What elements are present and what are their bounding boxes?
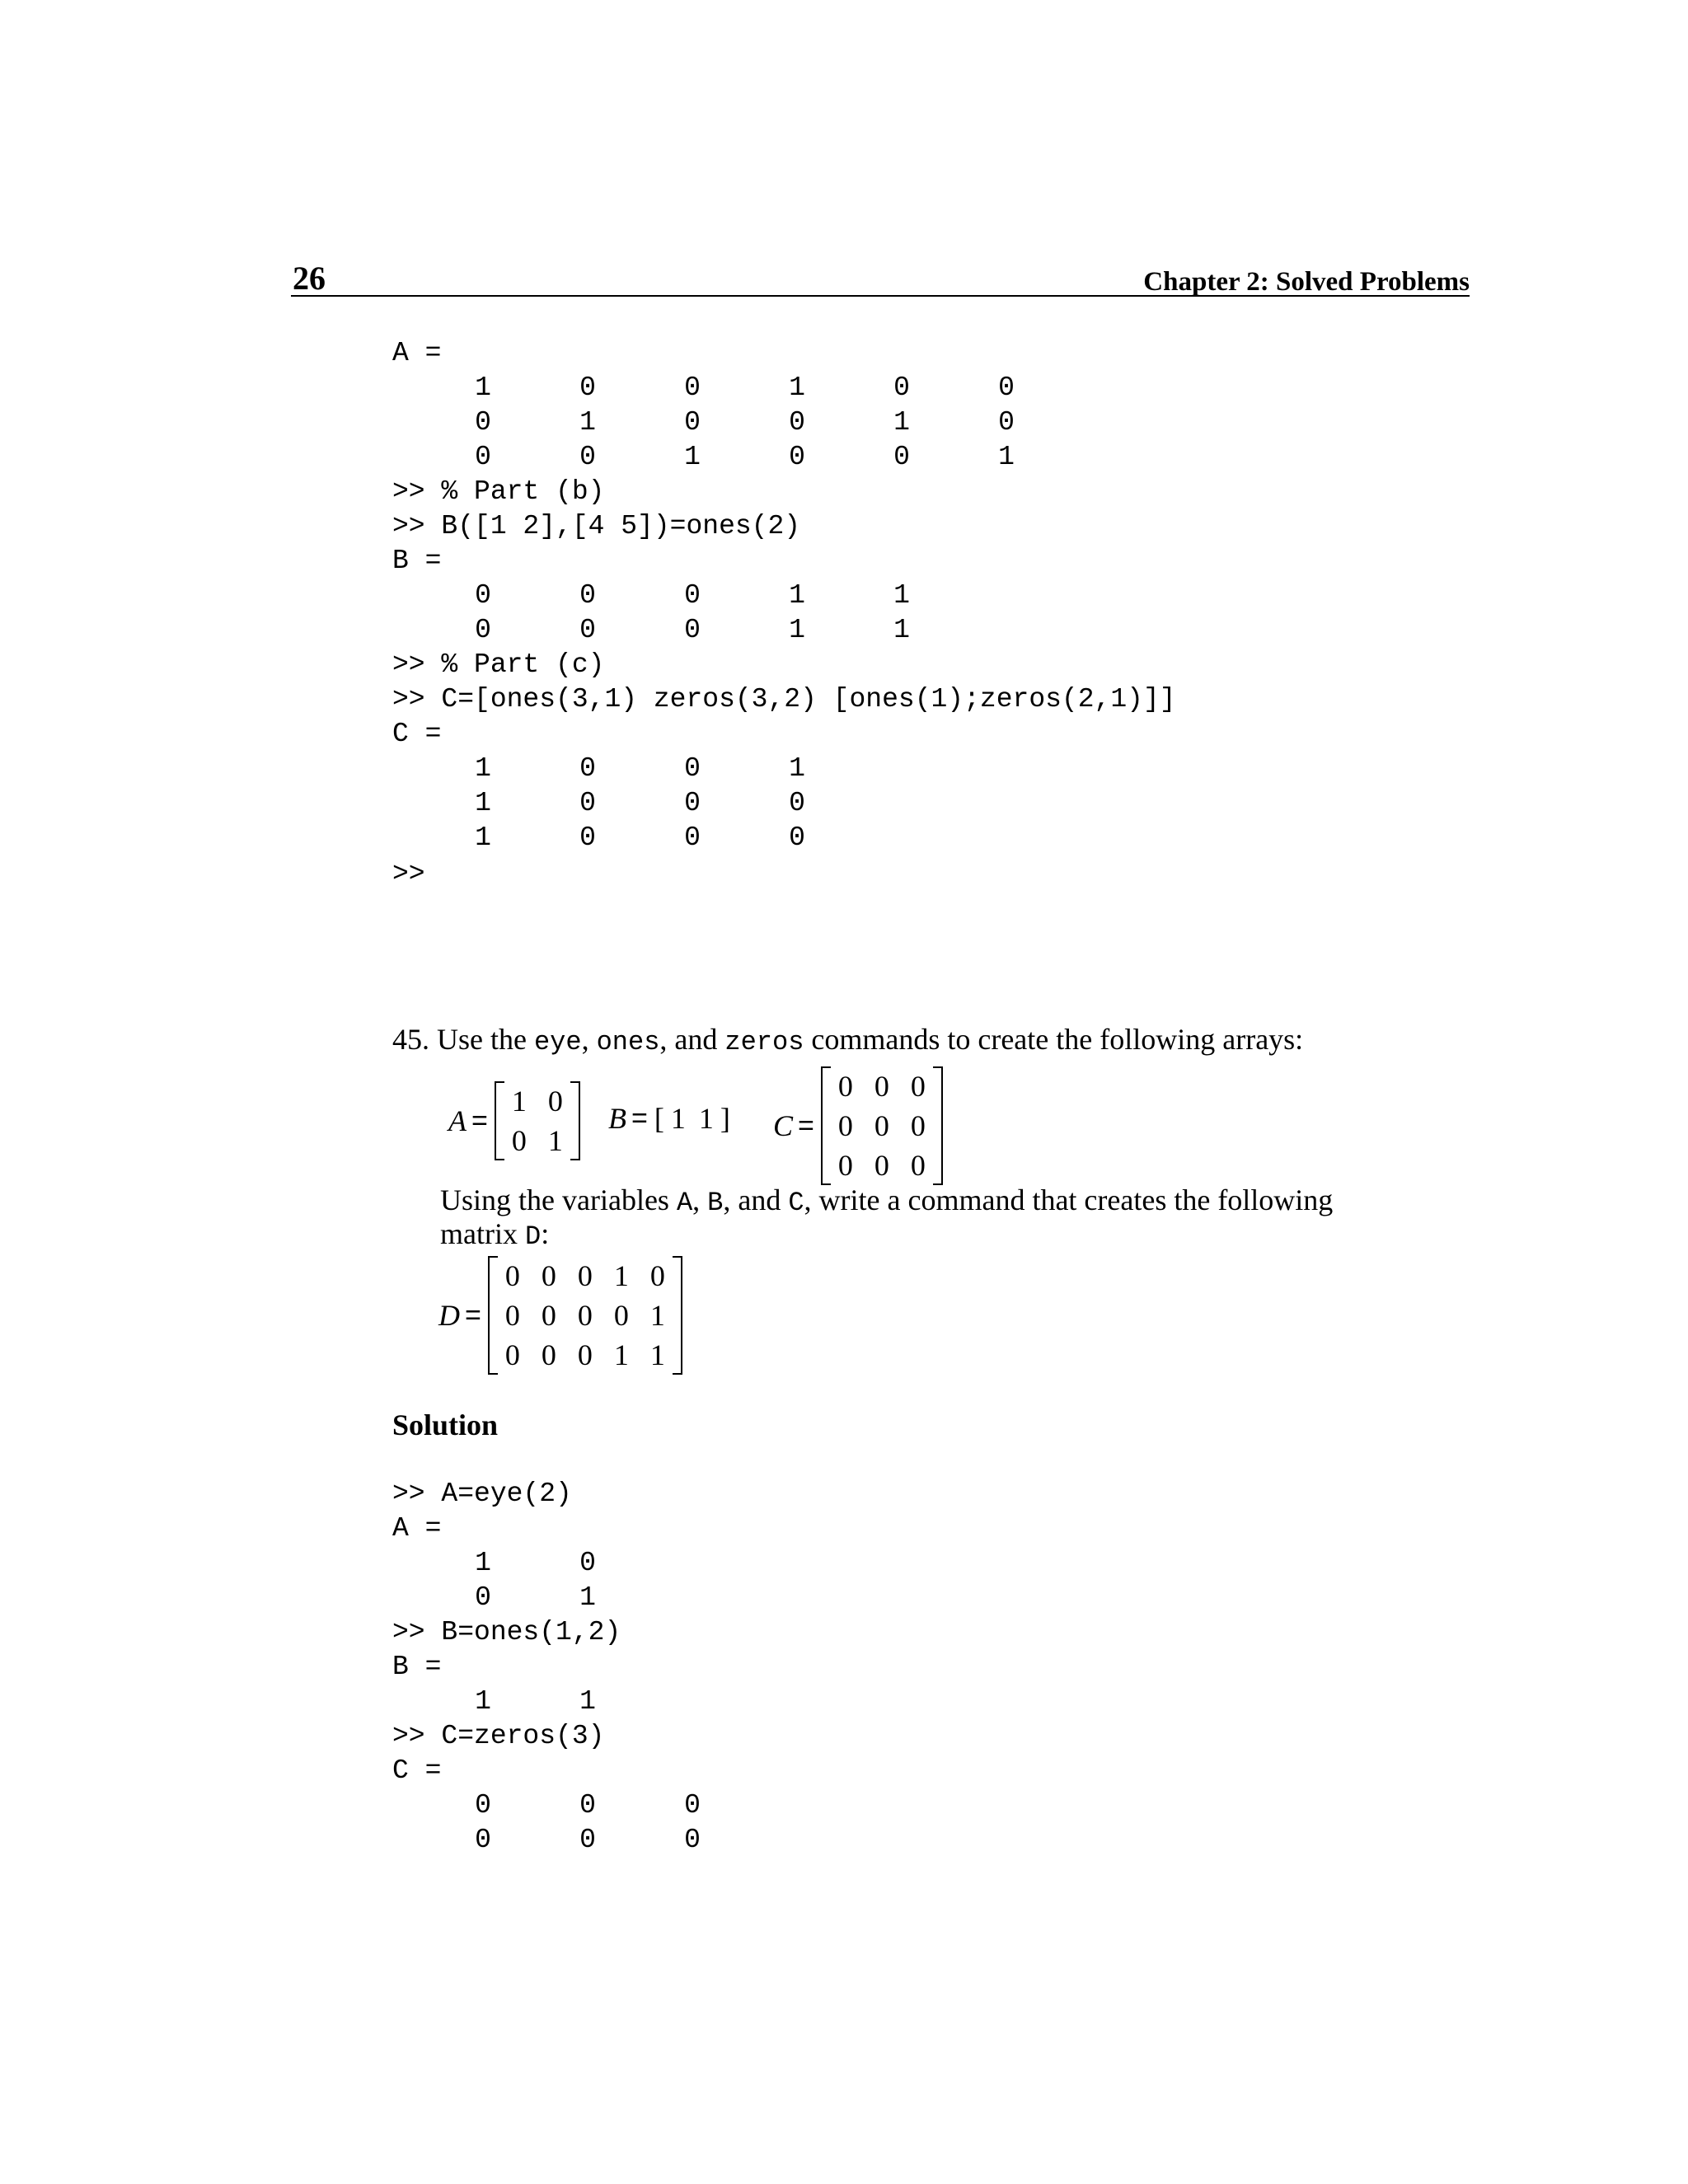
output-value: 0 — [579, 1548, 596, 1578]
matrix-cell: 0 — [837, 1070, 853, 1103]
sol-a-label: A = — [392, 1513, 442, 1544]
output-value: 1 — [684, 442, 701, 472]
output-value: 1 — [475, 788, 491, 818]
output-value: 0 — [475, 1582, 491, 1613]
matrix-cell: 0 — [910, 1070, 926, 1103]
output-value: 0 — [789, 407, 805, 438]
output-value: 1 — [789, 373, 805, 403]
a-label: A = — [392, 338, 442, 368]
eye-command: eye — [533, 1027, 582, 1057]
matrix-b-display: B = [ 1 1 ] — [608, 1102, 730, 1135]
output-value: 0 — [998, 373, 1015, 403]
output-value: 0 — [684, 615, 701, 645]
problem-number: 45. — [392, 1023, 429, 1056]
sol-b-label: B = — [392, 1652, 442, 1682]
output-value: 1 — [893, 580, 910, 611]
matrix-c — [821, 1066, 943, 1185]
output-value: 0 — [684, 1825, 701, 1855]
output-value: 0 — [684, 1790, 701, 1821]
matrix-cell: 0 — [541, 1299, 556, 1332]
output-value: 1 — [789, 615, 805, 645]
matrix-c-display: C = 0 0 0 0 0 0 0 0 0 — [773, 1066, 943, 1185]
zeros-command: zeros — [724, 1027, 804, 1057]
matrix-cell: 0 — [511, 1124, 527, 1157]
output-value: 1 — [579, 1582, 596, 1613]
matrix-cell: 0 — [541, 1338, 556, 1371]
sol-c-label: C = — [392, 1755, 442, 1786]
output-value: 1 — [475, 1548, 491, 1578]
c-command: >> C=[ones(3,1) zeros(3,2) [ones(1);zeros(2,1)]] — [392, 684, 1176, 715]
output-value: 0 — [684, 788, 701, 818]
sol-cmd-c: >> C=zeros(3) — [392, 1721, 605, 1751]
output-value: 0 — [998, 407, 1015, 438]
chapter-title: Chapter 2: Solved Problems — [1143, 267, 1470, 297]
output-value: 0 — [789, 442, 805, 472]
matrix-cell: 0 — [577, 1299, 593, 1332]
matrix-cell: 1 — [698, 1102, 714, 1135]
matrix-d — [488, 1256, 682, 1375]
matrix-cell: 0 — [541, 1259, 556, 1292]
solution-heading: Solution — [392, 1408, 499, 1441]
matrix-a — [495, 1081, 580, 1160]
matrix-cell: 0 — [874, 1070, 889, 1103]
output-value: 0 — [893, 373, 910, 403]
matrix-cell: 0 — [613, 1299, 629, 1332]
matrix-cell: 0 — [504, 1299, 520, 1332]
matrix-cell: 0 — [837, 1109, 853, 1142]
output-value: 0 — [579, 1825, 596, 1855]
matrix-cell: 0 — [504, 1338, 520, 1371]
part-b-comment: >> % Part (b) — [392, 476, 605, 507]
sol-cmd-b: >> B=ones(1,2) — [392, 1617, 621, 1647]
matrix-a-display: A = 1 0 0 1 — [448, 1081, 580, 1160]
matrix-cell: 0 — [910, 1109, 926, 1142]
output-value: 0 — [475, 580, 491, 611]
output-value: 1 — [893, 407, 910, 438]
b-command: >> B([1 2],[4 5])=ones(2) — [392, 511, 801, 541]
matrix-cell: 1 — [649, 1299, 665, 1332]
output-value: 0 — [579, 580, 596, 611]
output-value: 0 — [684, 823, 701, 853]
matrix-cell: 0 — [910, 1149, 926, 1182]
matrix-d-display: D = 0 0 0 1 0 0 0 0 0 1 0 0 0 1 1 — [438, 1256, 682, 1375]
matrix-cell: 0 — [577, 1259, 593, 1292]
part-c-comment: >> % Part (c) — [392, 649, 605, 680]
matrix-b — [664, 1101, 720, 1136]
output-value: 0 — [579, 753, 596, 784]
output-value: 0 — [579, 442, 596, 472]
output-value: 0 — [789, 788, 805, 818]
matrix-cell: 1 — [613, 1338, 629, 1371]
ones-command: ones — [596, 1027, 660, 1057]
matrix-cell: 1 — [511, 1085, 527, 1118]
matrix-cell: 1 — [547, 1124, 563, 1157]
problem-statement-line1: 45. Use the eye, ones, and zeros commands to create the following arrays: — [392, 1023, 1304, 1057]
output-value: 0 — [579, 823, 596, 853]
output-value: 1 — [475, 823, 491, 853]
b-label: B = — [392, 546, 442, 576]
output-value: 0 — [475, 1825, 491, 1855]
output-value: 1 — [475, 373, 491, 403]
matrix-cell: 0 — [649, 1259, 665, 1292]
sol-cmd-a: >> A=eye(2) — [392, 1479, 572, 1509]
output-value: 1 — [579, 1686, 596, 1717]
problem-statement-line3: matrix D: — [440, 1217, 550, 1252]
output-value: 1 — [579, 407, 596, 438]
output-value: 0 — [579, 615, 596, 645]
output-value: 0 — [684, 753, 701, 784]
output-value: 1 — [789, 580, 805, 611]
matrix-cell: 0 — [577, 1338, 593, 1371]
problem-statement-line2: Using the variables A, B, and C, write a command that creates the following — [440, 1183, 1334, 1218]
output-value: 1 — [475, 1686, 491, 1717]
output-value: 0 — [579, 1790, 596, 1821]
output-value: 0 — [789, 823, 805, 853]
output-value: 0 — [579, 788, 596, 818]
matrix-cell: 1 — [649, 1338, 665, 1371]
page-header — [291, 262, 1470, 297]
matrix-cell: 0 — [547, 1085, 563, 1118]
c-label: C = — [392, 719, 442, 749]
matrix-cell: 0 — [874, 1109, 889, 1142]
matrix-cell: 0 — [504, 1259, 520, 1292]
output-value: 1 — [475, 753, 491, 784]
output-value: 0 — [893, 442, 910, 472]
matrix-cell: 1 — [613, 1259, 629, 1292]
matrix-cell: 0 — [837, 1149, 853, 1182]
output-value: 0 — [475, 442, 491, 472]
matrix-cell: 1 — [670, 1102, 686, 1135]
output-value: 0 — [579, 373, 596, 403]
output-value: 0 — [684, 580, 701, 611]
output-value: 0 — [475, 407, 491, 438]
output-value: 1 — [789, 753, 805, 784]
output-value: 0 — [684, 407, 701, 438]
output-value: 0 — [475, 1790, 491, 1821]
output-value: 0 — [684, 373, 701, 403]
output-value: 1 — [998, 442, 1015, 472]
output-value: 0 — [475, 615, 491, 645]
page-number: 26 — [293, 260, 326, 297]
matrix-cell: 0 — [874, 1149, 889, 1182]
prompt: >> — [392, 859, 425, 889]
output-value: 1 — [893, 615, 910, 645]
